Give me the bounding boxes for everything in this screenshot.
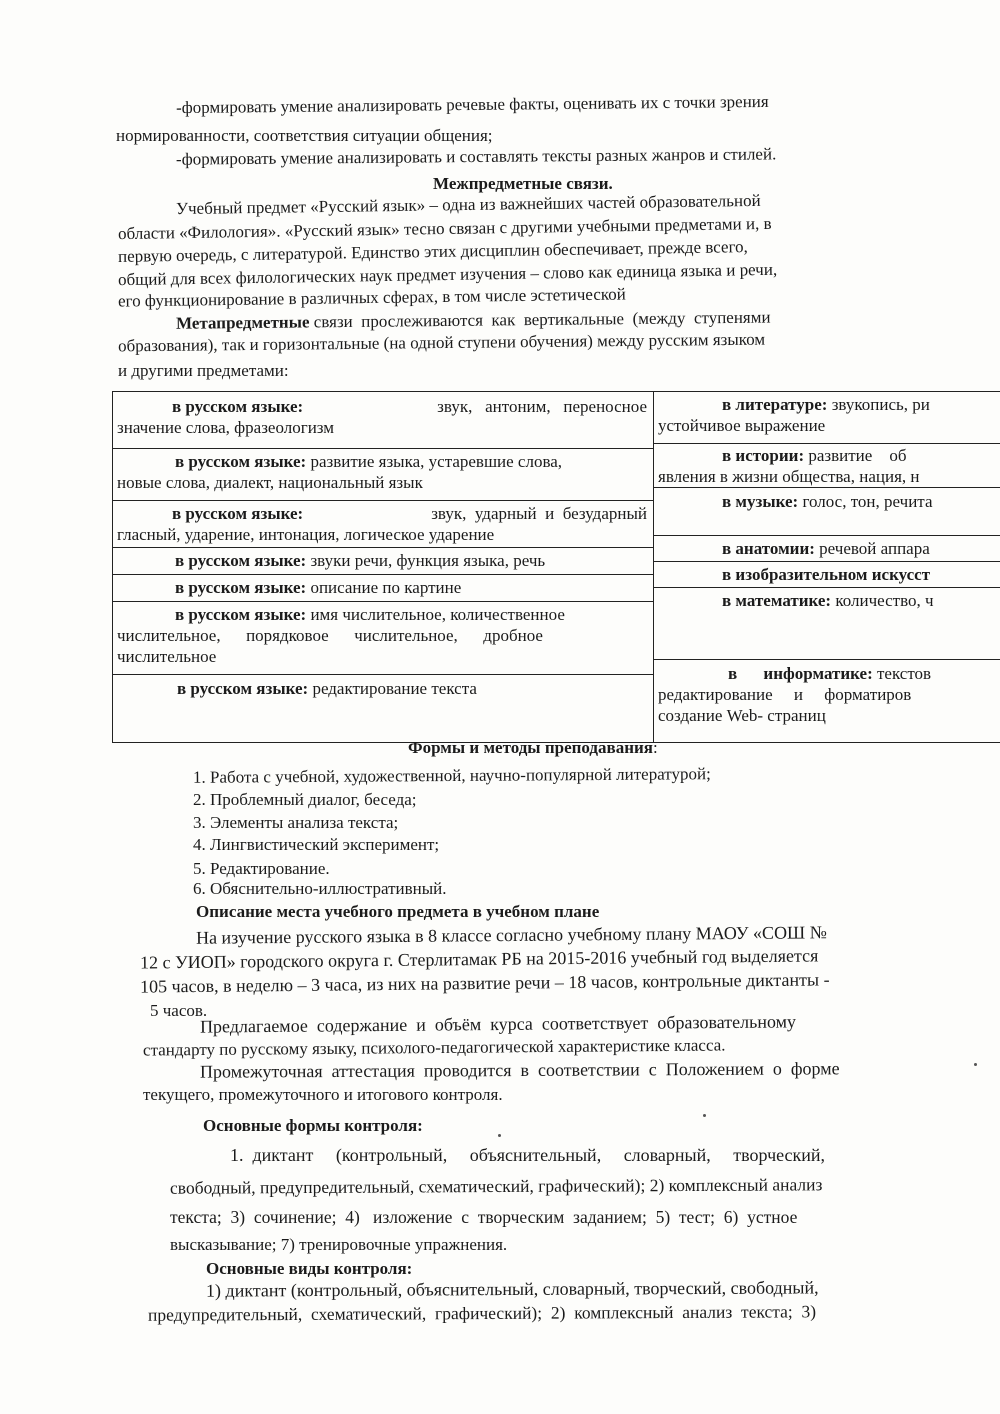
cell-bold: в изобразительном искусст [722,565,931,584]
control-forms-line-1: 1. диктант (контрольный, объяснительный, словарный, творческий, [230,1145,826,1165]
cell-rest: звуки речи, функция языка, речь [310,551,546,570]
cell-bold: в анатомии: [722,539,815,558]
table-cell-right-6 [654,588,1000,660]
place-line-3: 105 часов, в неделю – 3 часа, из них на развитие речи – 18 часов, контрольные диктанты - [139,969,830,997]
cell-line: новые слова, диалект, национальный язык [117,473,423,492]
cell-bold: в русском языке: [175,452,307,471]
cell-bold: в информатике: [728,664,873,683]
cell-line: числительное [117,647,217,666]
table-cell-left-4 [113,548,653,575]
cell-rest: редактирование текста [312,679,477,698]
list-item: 6. Обяснительно-иллюстративный. [193,879,447,898]
place-para2-line-1: Предлагаемое содержание и объём курса соответствует образовательному [199,1011,797,1037]
meta-bold-term: Метапредметные [175,312,310,333]
cell-line: устойчивое выражение [658,416,826,435]
cell-line: создание Web- страниц [658,706,826,725]
scan-speck [974,1063,977,1066]
links-table [112,391,1000,743]
cell-bold: в русском языке: [175,578,307,597]
cell-bold: в русском языке: [175,605,307,624]
list-item: 2. Проблемный диалог, беседа; [193,790,417,809]
list-item: 5. Редактирование. [193,859,330,878]
mezh-line-4: общий для всех филологических наук предмет изучения – слово как единица языка и речи, [117,259,778,290]
place-para3-line-2: текущего, промежуточного и итогового контроля. [143,1085,503,1104]
cell-bold: в математике: [722,591,832,610]
cell-line: гласный, ударение, интонация, логическое ударение [117,525,495,544]
scan-speck [703,1114,706,1117]
cell-bold: в русском языке: [175,551,307,570]
place-line-4: 5 часов. [150,1001,208,1020]
control-forms-line-2: свободный, предупредительный, схематический, графический); 2) комплексный анализ [169,1174,823,1198]
cell-rest: имя числительное, количественное [310,605,565,624]
control-types-line-1: 1) диктант (контрольный, объяснительный, словарный, творческий, свободный, [205,1277,819,1301]
cell-line: числительное, порядковое числительное, дробное [117,626,543,645]
goal-line-3: -формировать умение анализировать и составлять тексты разных жанров и стилей. [175,144,777,169]
cell-line: редактирование и форматиров [658,685,912,704]
place-line-2: 12 с УИОП» городского округа г. Стерлитамак РБ на 2015-2016 учебный год выделяется [139,945,819,973]
cell-line: явления в жизни общества, нация, н [658,467,920,486]
table-cell-right-2 [654,444,1000,488]
mezh-line-2: области «Филология». «Русский язык» тесно связан с другими учебными предметами и, в [117,213,772,244]
table-cell-right-7 [654,660,1000,743]
cell-bold: в русском языке: [172,397,304,416]
cell-rest: количество, ч [835,591,934,610]
scan-speck [498,1134,501,1137]
place-para3-line-1: Промежуточная аттестация проводится в соответствии с Положением о форме [199,1058,840,1082]
section-heading-place: Описание места учебного предмета в учебном плане [196,902,600,921]
cell-rest: звукопись, ри [831,395,930,414]
table-column-other-subjects [654,392,1000,742]
table-column-russian [113,392,654,742]
cell-bold: в русском языке: [177,679,309,698]
cell-rest: звук, антоним, переносное [437,397,647,416]
meta-line-2: образования), так и горизонтальные (на одной ступени обучения) между русским языком [117,329,766,356]
list-item: 3. Элементы анализа текста; [193,813,399,832]
table-cell-left-1 [113,392,653,449]
table-cell-right-5 [654,562,1000,588]
cell-bold: в литературе: [722,395,828,414]
control-forms-line-3: текста; 3) сочинение; 4) изложение с творческим заданием; 5) тест; 6) устное [170,1207,798,1227]
cell-rest: развитие об [808,446,907,465]
mezh-line-1: Учебный предмет «Русский язык» – одна из важнейших частей образовательной [175,190,761,219]
list-item: 4. Лингвистический эксперимент; [193,835,440,854]
cell-line: значение слова, фразеологизм [117,418,335,437]
table-cell-right-4 [654,536,1000,562]
table-cell-left-7 [113,675,653,743]
table-cell-right-3 [654,488,1000,536]
section-heading-forms: Формы и методы преподавания: [408,738,658,757]
mezh-line-5: его функционирование в различных сферах, в том числе эстетической [117,284,626,311]
cell-bold: в истории: [722,446,805,465]
cell-bold: в музыке: [722,492,799,511]
cell-rest: развитие языка, устаревшие слова, [310,452,563,471]
section-heading-control-types: Основные виды контроля: [206,1259,413,1278]
cell-rest: текстов [876,664,932,683]
mezh-line-3: первую очередь, с литературой. Единство этих дисциплин обеспечивает, прежде всего, [117,237,748,266]
table-cell-right-1 [654,392,1000,444]
cell-rest: звук, ударный и безударный [431,504,647,523]
table-cell-left-3 [113,501,653,548]
cell-rest: речевой аппара [819,539,930,558]
place-para2-line-2: стандарту по русскому языку, психолого-педагогической характеристике класса. [142,1035,726,1060]
cell-rest: описание по картине [310,578,462,597]
place-line-1: На изучение русского языка в 8 классе согласно учебному плану МАОУ «СОШ № [195,922,827,948]
control-forms-line-4: высказывание; 7) тренировочные упражнения. [170,1235,508,1254]
section-heading-mezhpredmetnye: Межпредметные связи. [433,174,613,193]
cell-bold: в русском языке: [172,504,304,523]
cell-rest: голос, тон, речита [802,492,933,511]
list-item: 1. Работа с учебной, художественной, научно-популярной литературой; [192,764,711,787]
goal-line-2: нормированности, соответствия ситуации общения; [116,126,493,145]
table-cell-left-6 [113,602,653,675]
goal-line-1: -формировать умение анализировать речевые факты, оценивать их с точки зрения [175,91,769,118]
table-cell-left-5 [113,575,653,602]
section-heading-control-forms: Основные формы контроля: [203,1116,423,1135]
table-cell-left-2 [113,449,653,501]
meta-line-3: и другими предметами: [118,361,289,380]
control-types-line-2: предупредительный, схематический, графический); 2) комплексный анализ текста; 3) [147,1301,817,1325]
meta-line-1-rest: связи прослеживаются как вертикальные (между ступенями [313,307,771,332]
